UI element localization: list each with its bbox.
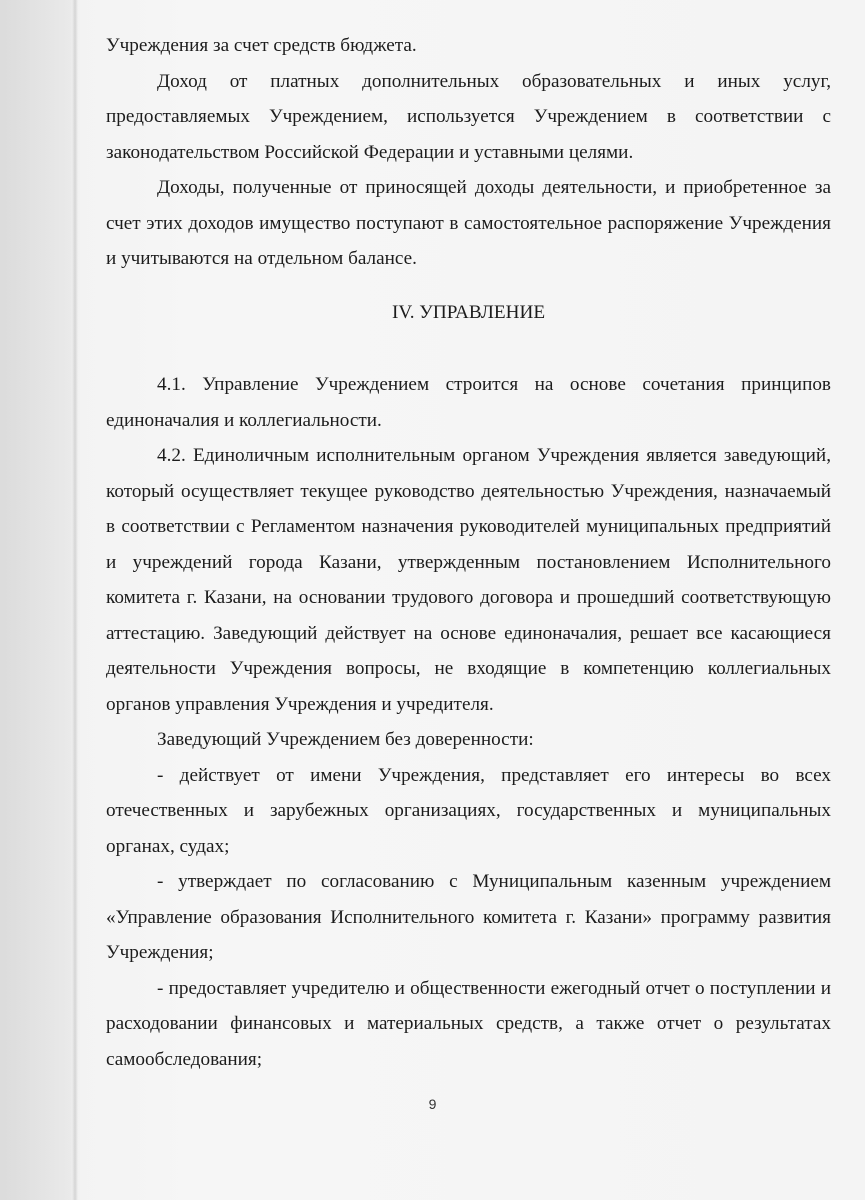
list-item-approves-development-program: - утверждает по согласованию с Муниципальным казенным учреждением «Управление образования Исполнительного комитета г. Казани» программу развития Учреждения; [106, 871, 831, 963]
section-heading-management: IV. УПРАВЛЕНИЕ [391, 301, 546, 323]
document-body [106, 28, 831, 1077]
paragraph-income-generating-activity: Доходы, полученные от приносящей доходы деятельности, и приобретенное за счет этих доходов имущество поступают в самостоятельное распоряжение Учреждения и учитываются на отдельном балансе. [106, 177, 831, 269]
paragraph-4-2: 4.2. Единоличным исполнительным органом Учреждения является заведующий, который осуществляет текущее руководство деятельностью Учреждения, назначаемый в соответствии с Регламентом назначения руководителей муниципальных предприятий и учреждений города Казани, утвержденным постановлением Исполнительного комитета г. Казани, на основании трудового договора и прошедший соответствующую аттестацию. Заведующий действует на основе единоначалия, решает все касающиеся деятельности Учреждения вопросы, не входящие в компетенцию коллегиальных органов управления Учреждения и учредителя. [106, 445, 831, 715]
paragraph-paid-services-income: Доход от платных дополнительных образовательных и иных услуг, предоставляемых Учреждением, используется Учреждением в соответствии с законодательством Российской Федерации и уставными целями. [106, 70, 831, 163]
page-number: 9 [428, 1096, 437, 1112]
bleed-through-margin [0, 0, 80, 1200]
page-fold-shadow [72, 0, 78, 1200]
paragraph-continuation: Учреждения за счет средств бюджета. [106, 35, 417, 56]
list-item-represents-institution: - действует от имени Учреждения, представляет его интересы во всех отечественных и зарубежных организациях, государственных и муниципальных органах, судах; [106, 764, 831, 857]
paragraph-4-1: 4.1. Управление Учреждением строится на основе сочетания принципов единоначалия и коллегиальности. [106, 374, 831, 431]
paragraph-head-powers-intro: Заведующий Учреждением без доверенности: [157, 729, 534, 750]
list-item-annual-report: - предоставляет учредителю и общественности ежегодный отчет о поступлении и расходовании финансовых и материальных средств, а также отчет о результатах самообследования; [106, 977, 831, 1070]
